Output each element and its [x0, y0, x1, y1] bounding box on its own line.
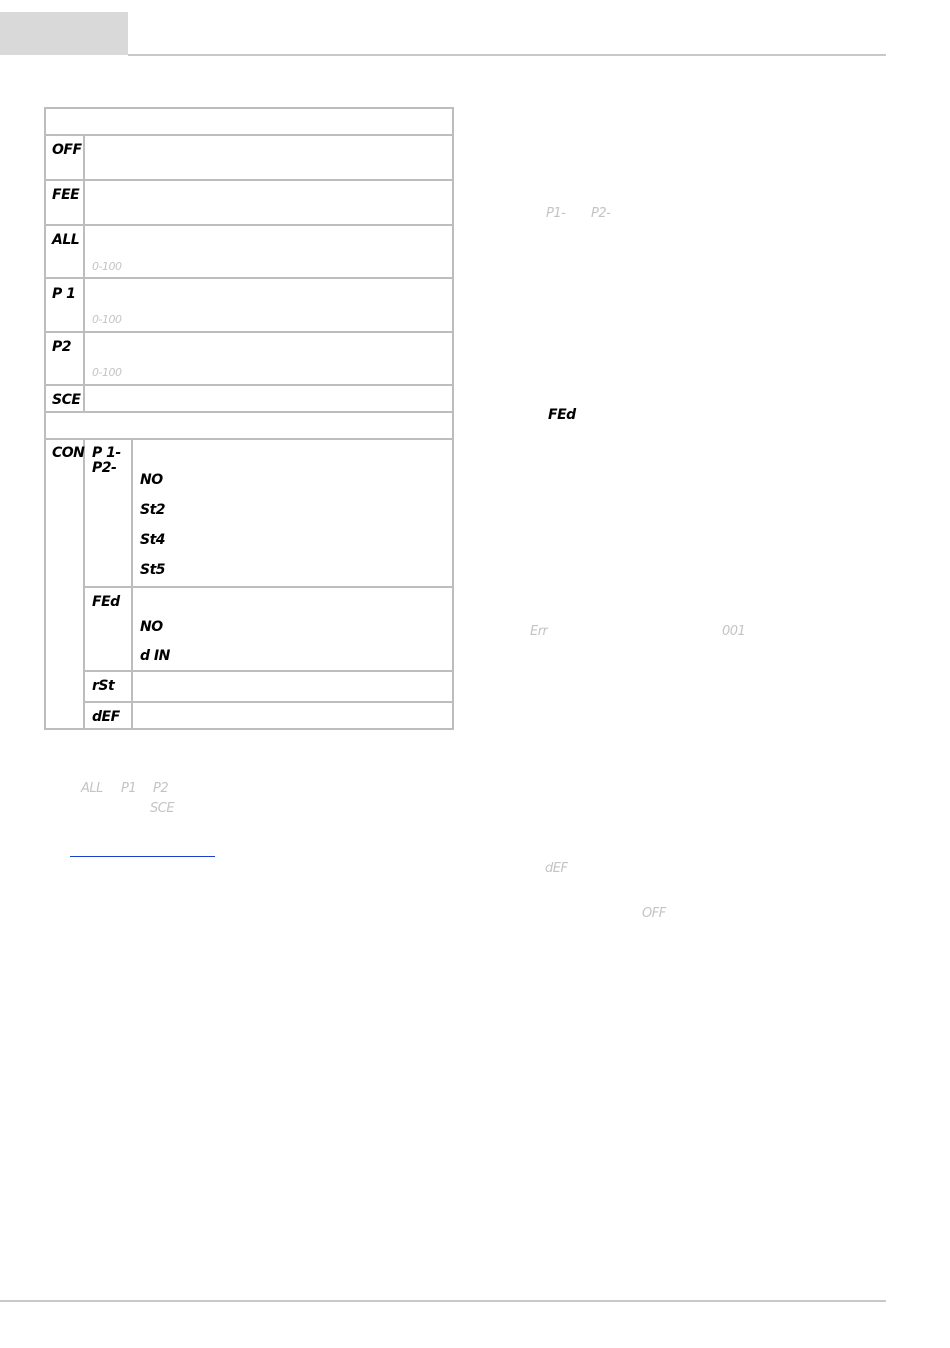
con-code-p2: P2- — [92, 460, 117, 476]
con-code-p1: P 1- — [92, 445, 121, 461]
con-code-fed: FEd — [92, 594, 120, 610]
parameter-table — [44, 107, 454, 730]
row-range-all: 0-100 — [92, 260, 122, 273]
row-code-sce: SCE — [52, 392, 81, 408]
ref-off: OFF — [642, 906, 666, 921]
note-all: ALL — [81, 781, 103, 796]
row-code-off: OFF — [52, 142, 82, 158]
row-code-all: ALL — [52, 232, 80, 248]
con-code-rst: rSt — [92, 678, 115, 694]
con-option-st2: St2 — [140, 502, 166, 518]
fed-option-no: NO — [140, 619, 163, 635]
row-range-p1: 0-100 — [92, 313, 122, 326]
header-rule — [128, 54, 886, 56]
con-code-def: dEF — [92, 709, 120, 725]
row-code-con: CON — [52, 445, 85, 461]
row-code-fee: FEE — [52, 187, 80, 203]
con-option-st4: St4 — [140, 532, 166, 548]
ref-err: Err — [530, 624, 548, 639]
note-p1: P1 — [121, 781, 137, 796]
row-range-p2: 0-100 — [92, 366, 122, 379]
note-p2: P2 — [153, 781, 169, 796]
row-code-p1: P 1 — [52, 286, 76, 302]
ref-def: dEF — [545, 861, 568, 876]
ref-fed: FEd — [548, 407, 576, 423]
note-sce: SCE — [150, 801, 175, 816]
fed-option-din: d IN — [140, 648, 170, 664]
ref-p1: P1- — [546, 206, 566, 221]
con-option-no: NO — [140, 472, 163, 488]
con-option-st5: St5 — [140, 562, 166, 578]
row-code-p2: P2 — [52, 339, 72, 355]
ref-p2: P2- — [591, 206, 611, 221]
header-tab-block — [0, 12, 128, 55]
ref-err-value: 001 — [722, 624, 746, 639]
hyperlink-underline[interactable] — [70, 856, 215, 857]
footer-rule — [0, 1300, 886, 1302]
